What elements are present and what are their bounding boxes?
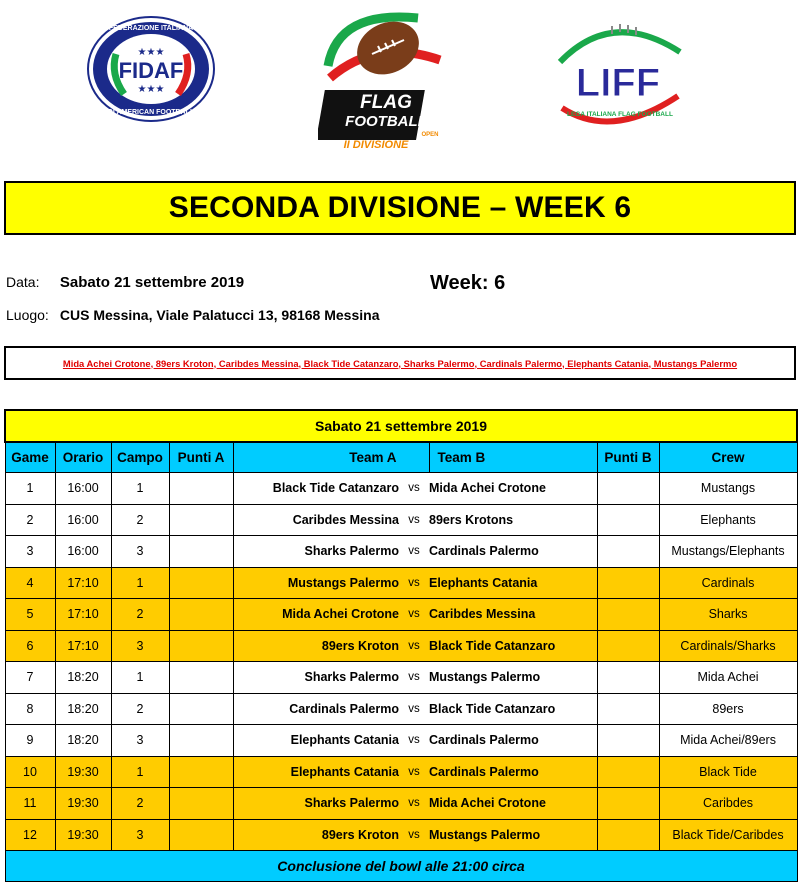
table-row <box>5 819 797 851</box>
team-a-cell: 89ers Kroton <box>233 819 399 851</box>
game-cell: 9 <box>5 725 55 757</box>
crew-cell: 89ers <box>659 693 797 725</box>
date-row <box>6 274 244 291</box>
time-cell: 17:10 <box>55 567 111 599</box>
col-team-b: Team B <box>429 442 597 473</box>
time-cell: 18:20 <box>55 662 111 694</box>
punti-b-cell <box>597 693 659 725</box>
table-row <box>5 662 797 694</box>
team-a-cell: 89ers Kroton <box>233 630 399 662</box>
game-cell: 2 <box>5 504 55 536</box>
vs-cell: vs <box>399 630 429 662</box>
punti-b-cell <box>597 662 659 694</box>
campo-cell: 1 <box>111 567 169 599</box>
campo-cell: 1 <box>111 662 169 694</box>
team-b-cell: Mustangs Palermo <box>429 819 597 851</box>
schedule-table <box>4 409 798 882</box>
time-cell: 16:00 <box>55 536 111 568</box>
crew-cell: Black Tide/Caribdes <box>659 819 797 851</box>
team-b-cell: Caribdes Messina <box>429 599 597 631</box>
crew-cell: Sharks <box>659 599 797 631</box>
campo-cell: 2 <box>111 693 169 725</box>
col-punti-b: Punti B <box>597 442 659 473</box>
table-header-row <box>5 442 797 473</box>
game-cell: 7 <box>5 662 55 694</box>
vs-cell: vs <box>399 473 429 505</box>
col-punti-a: Punti A <box>169 442 233 473</box>
time-cell: 16:00 <box>55 473 111 505</box>
table-row <box>5 599 797 631</box>
date-value: Sabato 21 settembre 2019 <box>59 274 245 291</box>
punti-a-cell <box>169 819 233 851</box>
location-label: Luogo: <box>6 307 49 323</box>
punti-b-cell <box>597 630 659 662</box>
svg-text:LEGA ITALIANA FLAG FOOTBALL: LEGA ITALIANA FLAG FOOTBALL <box>567 111 673 118</box>
punti-b-cell <box>597 788 659 820</box>
crew-cell: Mida Achei <box>659 662 797 694</box>
team-a-cell: Black Tide Catanzaro <box>233 473 399 505</box>
punti-b-cell <box>597 473 659 505</box>
team-a-cell: Elephants Catania <box>233 725 399 757</box>
date-label: Data: <box>6 274 40 290</box>
punti-a-cell <box>169 662 233 694</box>
svg-text:II DIVISIONE: II DIVISIONE <box>343 139 409 151</box>
punti-b-cell <box>597 725 659 757</box>
punti-a-cell <box>169 567 233 599</box>
location-row <box>6 307 379 323</box>
teams-link[interactable]: Mida Achei Crotone, 89ers Kroton, Caribdes Messina, Black Tide Catanzaro, Sharks Palermo, Cardinals Palermo, Elephants Catania, Mustangs Palermo <box>62 357 738 369</box>
team-b-cell: Black Tide Catanzaro <box>429 630 597 662</box>
vs-cell: vs <box>399 504 429 536</box>
team-b-cell: Cardinals Palermo <box>429 536 597 568</box>
campo-cell: 3 <box>111 536 169 568</box>
table-row <box>5 567 797 599</box>
vs-cell: vs <box>399 725 429 757</box>
title-banner <box>4 181 796 235</box>
crew-cell: Mustangs/Elephants <box>659 536 797 568</box>
team-a-cell: Mustangs Palermo <box>233 567 399 599</box>
time-cell: 18:20 <box>55 693 111 725</box>
team-a-cell: Sharks Palermo <box>233 662 399 694</box>
vs-cell: vs <box>399 788 429 820</box>
crew-cell: Cardinals/Sharks <box>659 630 797 662</box>
team-b-cell: Black Tide Catanzaro <box>429 693 597 725</box>
table-row <box>5 788 797 820</box>
vs-cell: vs <box>399 567 429 599</box>
table-row <box>5 473 797 505</box>
crew-cell: Mustangs <box>659 473 797 505</box>
team-b-cell: Cardinals Palermo <box>429 725 597 757</box>
game-cell: 12 <box>5 819 55 851</box>
punti-b-cell <box>597 756 659 788</box>
punti-a-cell <box>169 599 233 631</box>
col-crew: Crew <box>659 442 797 473</box>
table-row <box>5 536 797 568</box>
crew-cell: Elephants <box>659 504 797 536</box>
flag-football-logo <box>318 4 450 156</box>
team-b-cell: Mida Achei Crotone <box>429 473 597 505</box>
campo-cell: 3 <box>111 725 169 757</box>
location-value: CUS Messina, Viale Palatucci 13, 98168 Messina <box>59 307 380 323</box>
time-cell: 16:00 <box>55 504 111 536</box>
page-title: SECONDA DIVISIONE – WEEK 6 <box>168 191 632 224</box>
team-b-cell: 89ers Krotons <box>429 504 597 536</box>
punti-b-cell <box>597 819 659 851</box>
team-a-cell: Cardinals Palermo <box>233 693 399 725</box>
game-cell: 6 <box>5 630 55 662</box>
campo-cell: 1 <box>111 473 169 505</box>
campo-cell: 1 <box>111 756 169 788</box>
vs-cell: vs <box>399 599 429 631</box>
punti-a-cell <box>169 788 233 820</box>
col-orario: Orario <box>55 442 111 473</box>
campo-cell: 2 <box>111 599 169 631</box>
punti-b-cell <box>597 536 659 568</box>
campo-cell: 3 <box>111 819 169 851</box>
col-campo: Campo <box>111 442 169 473</box>
game-cell: 8 <box>5 693 55 725</box>
col-game: Game <box>5 442 55 473</box>
time-cell: 19:30 <box>55 788 111 820</box>
punti-b-cell <box>597 599 659 631</box>
team-a-cell: Sharks Palermo <box>233 788 399 820</box>
vs-cell: vs <box>399 756 429 788</box>
table-row <box>5 630 797 662</box>
svg-text:DI AMERICAN FOOTBALL: DI AMERICAN FOOTBALL <box>107 109 195 116</box>
table-footer-row <box>5 851 797 882</box>
vs-cell: vs <box>399 693 429 725</box>
vs-cell: vs <box>399 536 429 568</box>
punti-a-cell <box>169 693 233 725</box>
punti-a-cell <box>169 630 233 662</box>
table-row <box>5 756 797 788</box>
svg-text:★★★: ★★★ <box>137 84 165 95</box>
svg-text:OPEN: OPEN <box>421 132 439 138</box>
footer-note: Conclusione del bowl alle 21:00 circa <box>5 851 797 882</box>
svg-text:FEDERAZIONE ITALIANA: FEDERAZIONE ITALIANA <box>108 25 194 32</box>
punti-a-cell <box>169 756 233 788</box>
punti-a-cell <box>169 473 233 505</box>
table-row <box>5 725 797 757</box>
game-cell: 5 <box>5 599 55 631</box>
crew-cell: Cardinals <box>659 567 797 599</box>
crew-cell: Caribdes <box>659 788 797 820</box>
team-a-cell: Caribdes Messina <box>233 504 399 536</box>
fidaf-logo <box>86 14 216 124</box>
time-cell: 17:10 <box>55 599 111 631</box>
time-cell: 18:20 <box>55 725 111 757</box>
crew-cell: Black Tide <box>659 756 797 788</box>
campo-cell: 3 <box>111 630 169 662</box>
campo-cell: 2 <box>111 788 169 820</box>
vs-cell: vs <box>399 819 429 851</box>
punti-a-cell <box>169 536 233 568</box>
punti-a-cell <box>169 504 233 536</box>
schedule-date-header: Sabato 21 settembre 2019 <box>5 410 797 442</box>
campo-cell: 2 <box>111 504 169 536</box>
week-label: Week: 6 <box>430 272 506 294</box>
team-a-cell: Sharks Palermo <box>233 536 399 568</box>
team-b-cell: Mida Achei Crotone <box>429 788 597 820</box>
time-cell: 17:10 <box>55 630 111 662</box>
vs-cell: vs <box>399 662 429 694</box>
svg-text:FLAG: FLAG <box>360 92 412 113</box>
svg-text:FOOTBALL: FOOTBALL <box>345 113 427 130</box>
svg-text:FIDAF: FIDAF <box>118 58 184 83</box>
crew-cell: Mida Achei/89ers <box>659 725 797 757</box>
team-a-cell: Mida Achei Crotone <box>233 599 399 631</box>
punti-b-cell <box>597 504 659 536</box>
team-b-cell: Mustangs Palermo <box>429 662 597 694</box>
time-cell: 19:30 <box>55 819 111 851</box>
team-b-cell: Elephants Catania <box>429 567 597 599</box>
punti-b-cell <box>597 567 659 599</box>
punti-a-cell <box>169 725 233 757</box>
team-b-cell: Cardinals Palermo <box>429 756 597 788</box>
liff-logo <box>542 12 692 142</box>
game-cell: 11 <box>5 788 55 820</box>
svg-text:LIFF: LIFF <box>575 61 661 105</box>
teams-box <box>4 346 796 380</box>
time-cell: 19:30 <box>55 756 111 788</box>
team-a-cell: Elephants Catania <box>233 756 399 788</box>
game-cell: 1 <box>5 473 55 505</box>
game-cell: 10 <box>5 756 55 788</box>
game-cell: 4 <box>5 567 55 599</box>
col-team-a: Team A <box>233 442 429 473</box>
game-cell: 3 <box>5 536 55 568</box>
table-row <box>5 693 797 725</box>
svg-text:★★★: ★★★ <box>137 47 165 58</box>
table-row <box>5 504 797 536</box>
